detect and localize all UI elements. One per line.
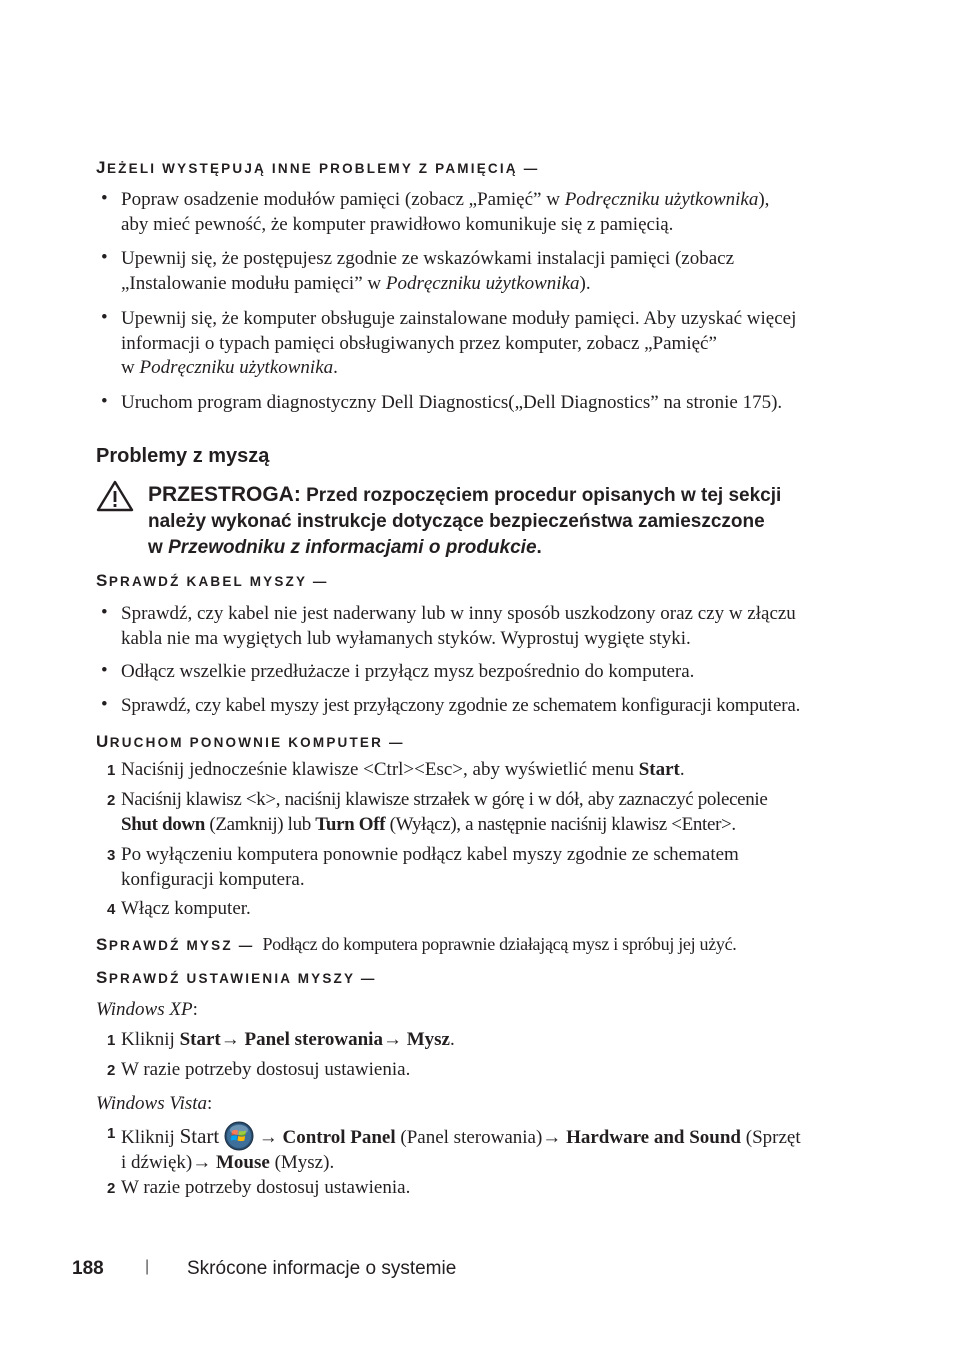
step-number: 3 [107, 847, 116, 864]
step-number: 4 [107, 901, 116, 918]
step-text: Kliknij Start → Control Panel (Panel sterowania)→ Hardware and Sound (Sprzęt i dźwięk)→ Mouse (Mysz). [121, 1121, 841, 1176]
section-heading-memory: JEŻELI WYSTĘPUJĄ INNE PROBLEMY Z PAMIĘCIĄ — [96, 158, 540, 177]
bullet-glyph: • [101, 694, 108, 715]
step-text: W razie potrzeby dostosuj ustawienia. [121, 1059, 411, 1080]
section-title: Problemy z myszą [96, 445, 270, 467]
step-number: 1 [107, 762, 116, 779]
list-item: Upewnij się, że komputer obsługuje zainstalowane moduły pamięci. Aby uzyskać więcej informacji o typach pamięci obsługiwanych przez komputer, zobacz „Pamięć” w Podręczniku użytkownika. [121, 308, 797, 378]
bullet-glyph: • [101, 660, 108, 681]
warning-text: PRZESTROGA: Przed rozpoczęciem procedur opisanych w tej sekcji należy wykonać instrukcje dotyczące bezpieczeństwa zamieszczone w Przewodniku z informacjami o produkcie. [148, 483, 782, 558]
step-text: Włącz komputer. [121, 898, 251, 919]
step-text: W razie potrzeby dostosuj ustawienia. [121, 1177, 411, 1198]
os-label-vista: Windows Vista: [96, 1093, 213, 1114]
step-number: 2 [107, 792, 116, 809]
step-number: 1 [107, 1032, 116, 1049]
step-text: Po wyłączeniu komputera ponownie podłącz kabel myszy zgodnie ze schematem konfiguracji komputera. [121, 844, 739, 890]
step-text: Kliknij Start→ Panel sterowania→ Mysz. [121, 1029, 455, 1050]
footer-separator: | [145, 1258, 150, 1275]
section-heading-restart: URUCHOM PONOWNIE KOMPUTER — [96, 732, 405, 751]
os-label-xp: Windows XP: [96, 999, 198, 1020]
page-number: 188 [72, 1258, 104, 1279]
step-text: Naciśnij jednocześnie klawisze <Ctrl><Esc>, aby wyświetlić menu Start. [121, 759, 685, 780]
list-item: Uruchom program diagnostyczny Dell Diagnostics(„Dell Diagnostics” na stronie 175). [121, 392, 783, 413]
step-number: 2 [107, 1062, 116, 1079]
step-number: 2 [107, 1180, 116, 1197]
bullet-glyph: • [101, 391, 108, 412]
list-item: Sprawdź, czy kabel nie jest naderwany lub w inny sposób uszkodzony oraz czy w złączu kabla nie ma wygiętych lub wyłamanych styków. Wyprostuj wygięte styki. [121, 603, 796, 649]
section-check-mouse: SPRAWDŹ MYSZ — Podłącz do komputera poprawnie działającą mysz i spróbuj jej użyć. [96, 934, 737, 954]
step-number: 1 [107, 1125, 116, 1142]
list-item: Upewnij się, że postępujesz zgodnie ze wskazówkami instalacji pamięci (zobacz „Instalowanie modułu pamięci” w Podręczniku użytkownika). [121, 248, 735, 294]
step-text: Naciśnij klawisz <k>, naciśnij klawisze strzałek w górę i w dół, aby zaznaczyć polecenie Shut down (Zamknij) lub Turn Off (Wyłącz), a następnie naciśnij klawisz <Enter>. [121, 789, 768, 835]
list-item: Odłącz wszelkie przedłużacze i przyłącz mysz bezpośrednio do komputera. [121, 661, 695, 682]
list-item: Popraw osadzenie modułów pamięci (zobacz „Pamięć” w Podręczniku użytkownika), aby mieć pewność, że komputer prawidłowo komunikuje się z pamięcią. [121, 189, 770, 235]
bullet-glyph: • [101, 247, 108, 268]
list-item: Sprawdź, czy kabel myszy jest przyłączony zgodnie ze schematem konfiguracji komputera. [121, 695, 801, 716]
section-heading-settings: SPRAWDŹ USTAWIENIA MYSZY — [96, 968, 377, 987]
bullet-glyph: • [101, 602, 108, 623]
section-heading-mouse: SPRAWDŹ MYSZ — [96, 935, 255, 954]
warning-triangle-icon [96, 480, 134, 517]
bullet-glyph: • [101, 307, 108, 328]
bullet-glyph: • [101, 188, 108, 209]
footer-title: Skrócone informacje o systemie [187, 1258, 457, 1279]
windows-start-orb-icon [224, 1121, 254, 1151]
section-heading-cable: SPRAWDŹ KABEL MYSZY — [96, 571, 329, 590]
